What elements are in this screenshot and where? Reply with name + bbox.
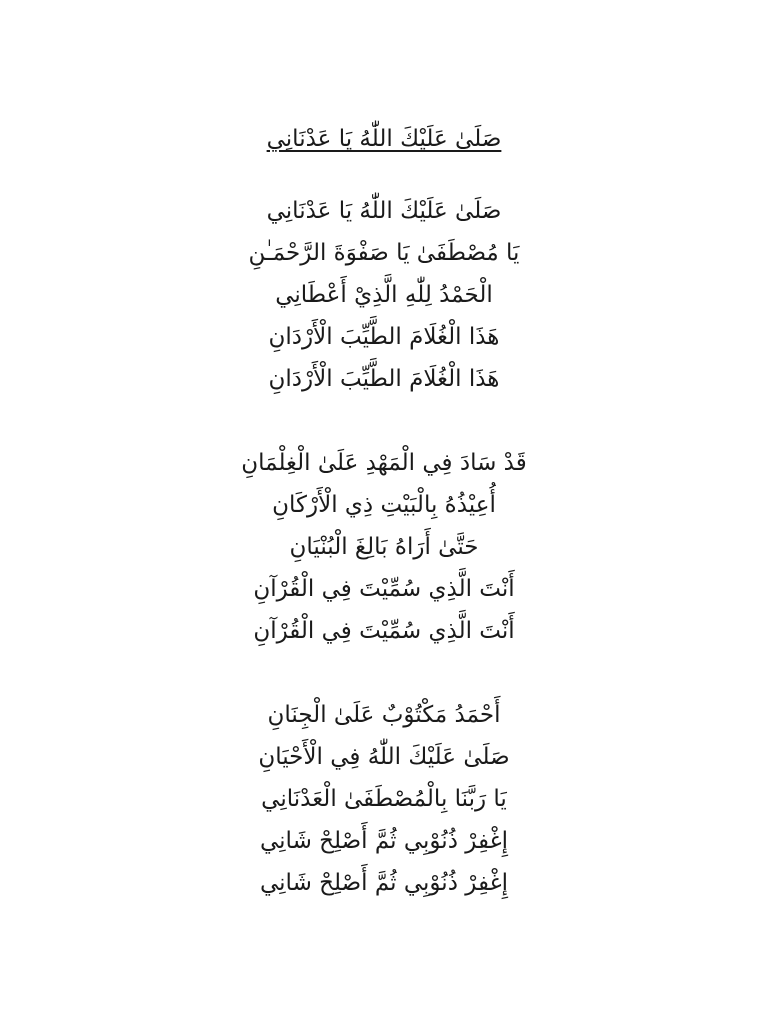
verse-line: أَنْتَ الَّذِي سُمِّيْتَ فِي الْقُرْآنِ (253, 618, 515, 644)
poem-title: صَلَىٰ عَلَيْكَ اللّٰهُ يَا عَدْنَانِي (266, 126, 502, 152)
stanza-3 (0, 694, 768, 904)
verse-line: أُعِيْذُهُ بِالْبَيْتِ ذِي الْأَرْكَانِ (272, 492, 496, 518)
verse-line: يَا رَبَّنَا بِالْمُصْطَفَىٰ الْعَدْنَانِي (261, 786, 507, 812)
verse-line: هَذَا الْغُلَامَ الطَّيِّبَ الْأَرْدَانِ (268, 324, 500, 350)
verse-line: هَذَا الْغُلَامَ الطَّيِّبَ الْأَرْدَانِ (268, 366, 500, 392)
verse-line: إِغْفِرْ ذُنُوْبِي ثُمَّ أَصْلِحْ شَانِي (259, 870, 509, 896)
stanza-2 (0, 442, 768, 652)
verse-line: يَا مُصْطَفَىٰ يَا صَفْوَةَ الرَّحْمَـٰنِ (248, 240, 520, 266)
stanza-1 (0, 190, 768, 400)
verse-line: الْحَمْدُ لِلّٰهِ الَّذِيْ أَعْطَانِي (275, 282, 493, 308)
verse-line: أَنْتَ الَّذِي سُمِّيْتَ فِي الْقُرْآنِ (253, 576, 515, 602)
verse-line: أَحْمَدُ مَكْتُوْبٌ عَلَىٰ الْجِنَانِ (267, 702, 501, 728)
verse-line: إِغْفِرْ ذُنُوْبِي ثُمَّ أَصْلِحْ شَانِي (259, 828, 509, 854)
verse-line: صَلَىٰ عَلَيْكَ اللّٰهُ يَا عَدْنَانِي (266, 198, 502, 224)
verse-line: حَتَّىٰ أَرَاهُ بَالِغَ الْبُنْيَانِ (289, 534, 479, 560)
verse-line: صَلَىٰ عَلَيْكَ اللّٰهُ فِي الْأَحْيَانِ (258, 744, 510, 770)
poem (0, 118, 768, 904)
verse-line: قَدْ سَادَ فِي الْمَهْدِ عَلَىٰ الْغِلْمَانِ (241, 450, 527, 476)
